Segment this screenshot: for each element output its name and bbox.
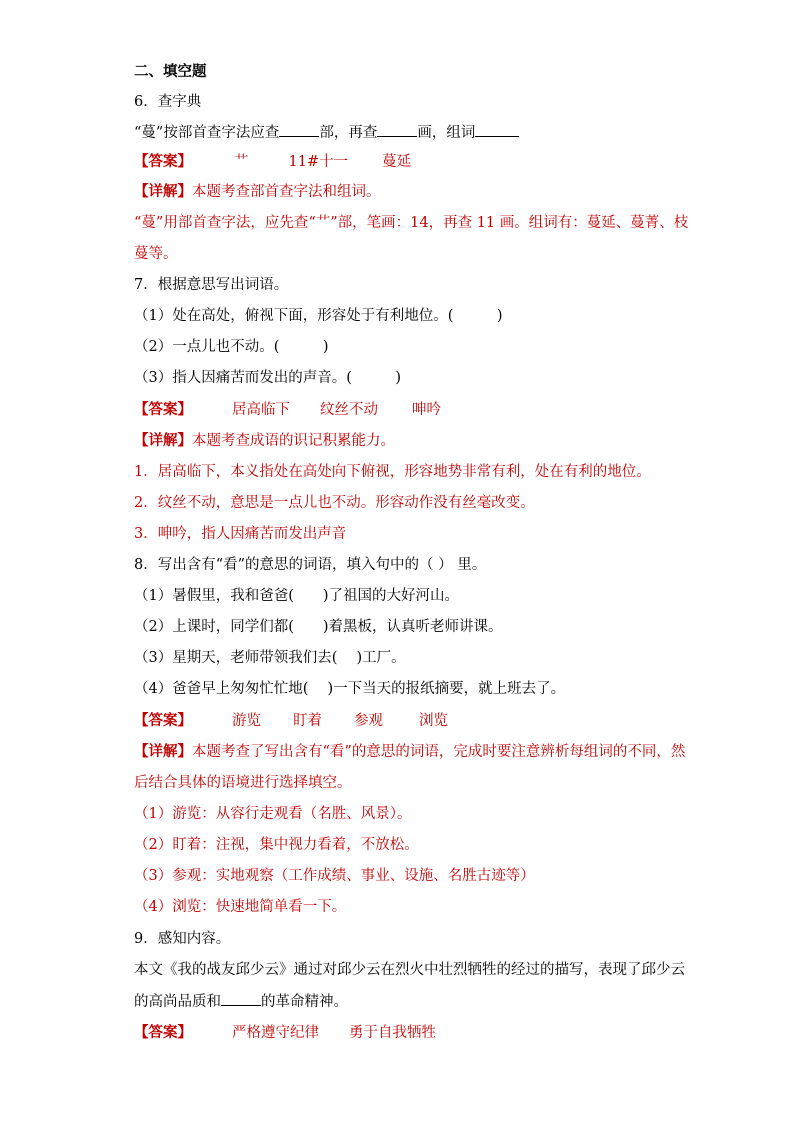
q8-answer-2: 盯着 — [293, 713, 322, 729]
q8-item-4: （4）爸爸早上匆匆忙忙地( )一下当天的报纸摘要，就上班去了。 — [134, 681, 566, 697]
q7-explain-3: 3．呻吟，指人因痛苦而发出声音 — [134, 526, 347, 542]
q8-explain-1: （1）游览：从容行走观看（名胜、风景）。 — [134, 806, 412, 822]
q8-detail-row — [134, 742, 685, 762]
q8-answer-4: 浏览 — [419, 713, 448, 729]
detail-label: 【详解】 — [134, 432, 192, 449]
q9-answer-1: 严格遵守纪律 — [232, 1025, 319, 1041]
q7-explain-1: 1．居高临下，本义指处在高处向下俯视，形容地势非常有利，处在有利的地位。 — [134, 464, 651, 480]
q6-blank-1 — [279, 122, 319, 137]
q9-stem-2b: 的革命精神。 — [261, 994, 348, 1010]
section-title: 二、填空题 — [134, 63, 207, 80]
q9-answer-row — [134, 1023, 436, 1043]
q9-stem-1: 本文《我的战友邱少云》通过对邱少云在烈火中壮烈牺牲的经过的描写，表现了邱少云 — [134, 962, 685, 978]
q6-stem-b: 部，再查 — [319, 125, 378, 141]
q7-explain-2: 2．纹丝不动，意思是一点儿也不动。形容动作没有丝毫改变。 — [134, 495, 535, 511]
q7-answer-row — [134, 400, 441, 420]
q7-detail-row — [134, 431, 395, 451]
q6-answer-1: 艹 — [234, 154, 249, 170]
q6-blank-3 — [475, 122, 519, 137]
q6-detail: 本题考查部首查字法和组词。 — [192, 184, 381, 200]
q6-answer-3: 蔓延 — [382, 154, 412, 170]
q9-title: 9．感知内容。 — [134, 931, 231, 947]
q8-detail-2: 后结合具体的语境进行选择填空。 — [134, 775, 352, 791]
q9-blank — [221, 991, 261, 1006]
answer-label: 【答案】 — [134, 401, 192, 418]
q7-item-2: （2）一点儿也不动。( ) — [134, 339, 329, 355]
q7-answer-2: 纹丝不动 — [320, 402, 378, 418]
q8-item-3: （3）星期天，老师带领我们去( )工厂。 — [134, 650, 406, 666]
q6-title: 6．查字典 — [134, 94, 202, 110]
q7-answer-1: 居高临下 — [232, 402, 290, 418]
q7-title: 7．根据意思写出词语。 — [134, 277, 289, 293]
q6-answer-row — [134, 152, 411, 172]
q8-detail-1: 本题考查了写出含有“看”的意思的词语，完成时要注意辨析每组词的不同，然 — [192, 744, 686, 760]
q8-item-2: （2）上课时，同学们都( )着黑板，认真听老师讲课。 — [134, 619, 503, 635]
answer-label: 【答案】 — [134, 712, 192, 729]
q6-stem-a: “蔓”按部首查字法应查 — [134, 125, 280, 141]
detail-label: 【详解】 — [134, 743, 192, 760]
q8-explain-2: （2）盯着：注视，集中视力看着，不放松。 — [134, 837, 419, 853]
q9-stem-2a: 的高尚品质和 — [134, 994, 221, 1010]
q6-answer-2: 11#十一 — [288, 154, 349, 170]
q6-stem — [134, 122, 519, 143]
q9-stem-2 — [134, 991, 348, 1012]
q8-title: 8．写出含有“看”的意思的词语，填入句中的（ ） 里。 — [134, 557, 487, 573]
q6-stem-c: 画，组词 — [417, 125, 476, 141]
q6-explain-1: “蔓”用部首查字法，应先查“艹”部，笔画：14，再查 11 画。组词有：蔓延、蔓菁、枝 — [134, 215, 689, 231]
q8-answer-1: 游览 — [232, 713, 261, 729]
q7-answer-3: 呻吟 — [412, 402, 441, 418]
q6-explain-2: 蔓等。 — [134, 246, 178, 262]
q9-answer-2: 勇于自我牺牲 — [349, 1025, 436, 1041]
q8-explain-4: （4）浏览：快速地简单看一下。 — [134, 899, 347, 915]
q8-answer-3: 参观 — [354, 713, 383, 729]
q6-detail-row — [134, 182, 381, 202]
detail-label: 【详解】 — [134, 183, 192, 200]
q7-detail: 本题考查成语的识记积累能力。 — [192, 433, 395, 449]
q7-item-3: （3）指人因痛苦而发出的声音。( ) — [134, 370, 402, 386]
answer-label: 【答案】 — [134, 153, 192, 170]
q8-explain-3: （3）参观：实地观察（工作成绩、事业、设施、名胜古迹等） — [134, 868, 535, 884]
q8-answer-row — [134, 711, 448, 731]
q7-item-1: （1）处在高处，俯视下面，形容处于有利地位。( ) — [134, 308, 503, 324]
answer-label: 【答案】 — [134, 1024, 192, 1041]
q8-item-1: （1）暑假里，我和爸爸( )了祖国的大好河山。 — [134, 588, 460, 604]
q6-blank-2 — [377, 122, 417, 137]
